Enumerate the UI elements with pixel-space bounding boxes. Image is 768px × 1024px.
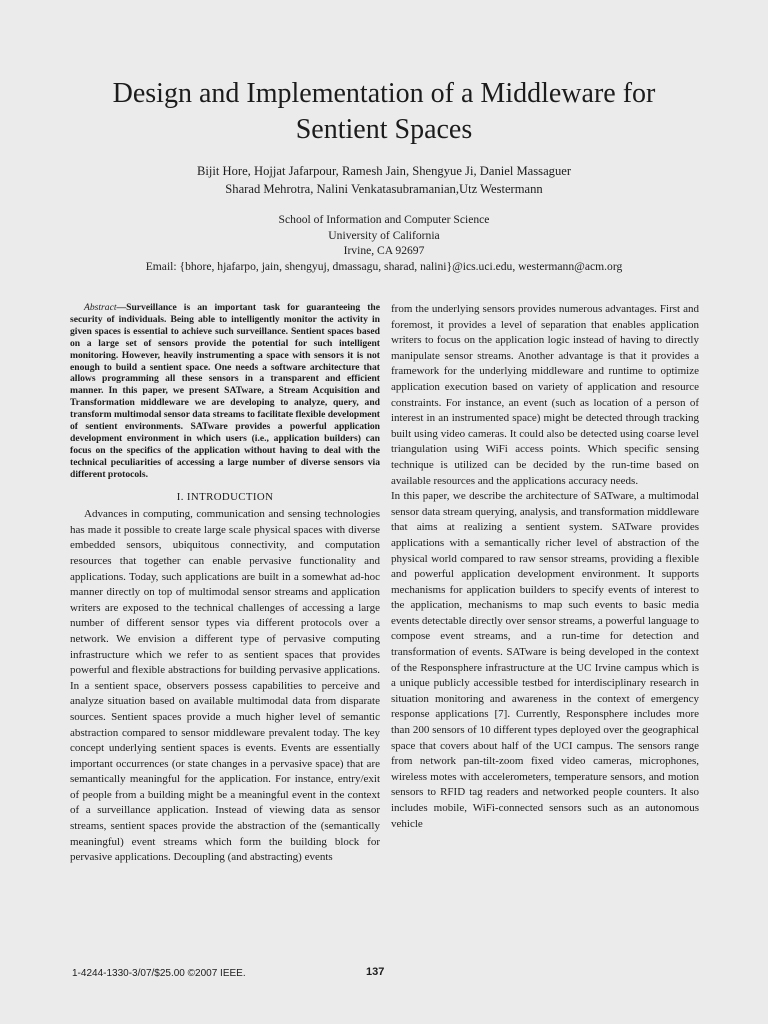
title-line-1: Design and Implementation of a Middleware for [112,78,656,109]
left-column [70,302,380,866]
paper-title [60,76,708,148]
affiliation-block [40,212,728,274]
copyright-footer: 1-4244-1330-3/07/$25.00 ©2007 IEEE. [72,968,246,979]
affiliation-university: University of California [328,228,440,242]
affiliation-email: Email: {bhore, hjafarpo, jain, shengyuj, dmassagu, sharad, nalini}@ics.uci.edu, westermann@acm.org [145,259,623,273]
abstract-lead: Abstract [84,302,117,313]
section-heading: I. INTRODUCTION [176,490,274,503]
authors-line-1: Bijit Hore, Hojjat Jafarpour, Ramesh Jain, Shengyue Ji, Daniel Massaguer [196,164,572,178]
affiliation-city: Irvine, CA 92697 [343,244,425,257]
authors-line-2: Sharad Mehrotra, Nalini Venkatasubramanian,Utz Westermann [225,182,543,196]
abstract [70,302,380,481]
intro-paragraph: Advances in computing, communication and sensing technologies has made it possible to create large scale physical spaces with diverse embedded sensors, ubiquitous connectivity, and computation resources that together can enable pervasive functionality and applications. Today, such applications are built in a somewhat ad-hoc manner directly on top of multimodal sensor streams and application writers are exposed to the technical challenges of accessing a large number of different sensor types via different protocols over a network. We envision a different type of pervasive computing infrastructure which we refer to as sentient spaces that provides powerful and flexible abstractions for building pervasive applications. In a sentient space, observers possess capabilities to perceive and analyze situation based on available multimodal data from disparate sources. Sentient spaces provide a much higher level of semantic abstraction compared to sensor middleware prevalent today. The key concept underlying sentient spaces is events. Events are essentially important occurrences (or state changes in a pervasive space) that are semantically meaningful for the application. For instance, entry/exit of people from a building might be a meaningful event in the context of a surveillance application. Instead of viewing data as sensor streams, sentient spaces provide the abstraction of the (semantically meaningful) event streams which form the building block for pervasive applications. Decoupling (and abstracting) events [70,508,380,864]
title-line-2: Sentient Spaces [295,114,473,145]
page-number: 137 [366,966,385,978]
right-paragraph-1: from the underlying sensors provides numerous advantages. First and foremost, it provides a level of separation that enables application writers to focus on the application logic instead of having to directly manipulate sensor streams. Another advantage is that it provides a framework for the underlying middleware and runtime to optimize application execution based on variety of application and resource constraints. For instance, an event (such as location of a person of interest in an instrumented space) might be detected through tracking built using video cameras. It could also be detected using coarse level triangulation using WiFi access points. Which specific sensing technique is utilized can be decided by the run-time based on available resources and the applications accuracy needs. [391,303,699,487]
affiliation-school: School of Information and Computer Science [278,213,490,226]
abstract-text: —Surveillance is an important task for guaranteeing the security of individuals. Being able to intelligently monitor the activity in given spaces is essential to achieve such surveillance. Sentient spaces based on a large set of sensors provide the potential for such intelligent monitoring. However, heavily instrumenting a space with sensors it is not enough to build a sentient space. One needs a software architecture that allows programming all these sensors in a transparent and efficient manner. In this paper, we present SATware, a Stream Acquisition and Transformation middleware we are developing to analyze, query, and transform multimodal sensor data streams to facilitate flexible development of sentient environments. SATware provides a powerful application development environment in which users (i.e., application builders) can focus on the specifics of the application without having to deal with the technical peculiarities of accessing a large number of diverse sensors via different protocols. [70,302,380,480]
right-column [391,302,699,832]
author-list [60,162,708,198]
right-paragraph-2: In this paper, we describe the architecture of SATware, a multimodal sensor data stream querying, analysis, and transformation middleware that aims at realizing a sentient system. SATware provides applications with a semantically richer level of abstraction of the physical world compared to raw sensor streams, providing a flexible and powerful application development environment. It supports mechanisms for application builders to specify events of interest to the application, mechanisms to map such events to basic media events detectable directly over sensor streams, a powerful language to compose event streams, and a run-time for detection and transformation of events. SATware is being developed in the context of the Responsphere infrastructure at the UC Irvine campus which is a unique publicly accessible testbed for interdisciplinary research in situation monitoring and awareness in the context of emergency response applications [7]. Currently, Responsphere includes more than 200 sensors of 10 different types deployed over the geographical space that covers about half of the UCI campus. The sensors range from network pan-tilt-zoom fixed video cameras, microphones, wireless motes with accelerometers, temperature sensors, and motion sensors to RFID tag readers and networked people counters. It also includes mobile, WiFi-connected sensors such as an autonomous vehicle [391,490,699,830]
